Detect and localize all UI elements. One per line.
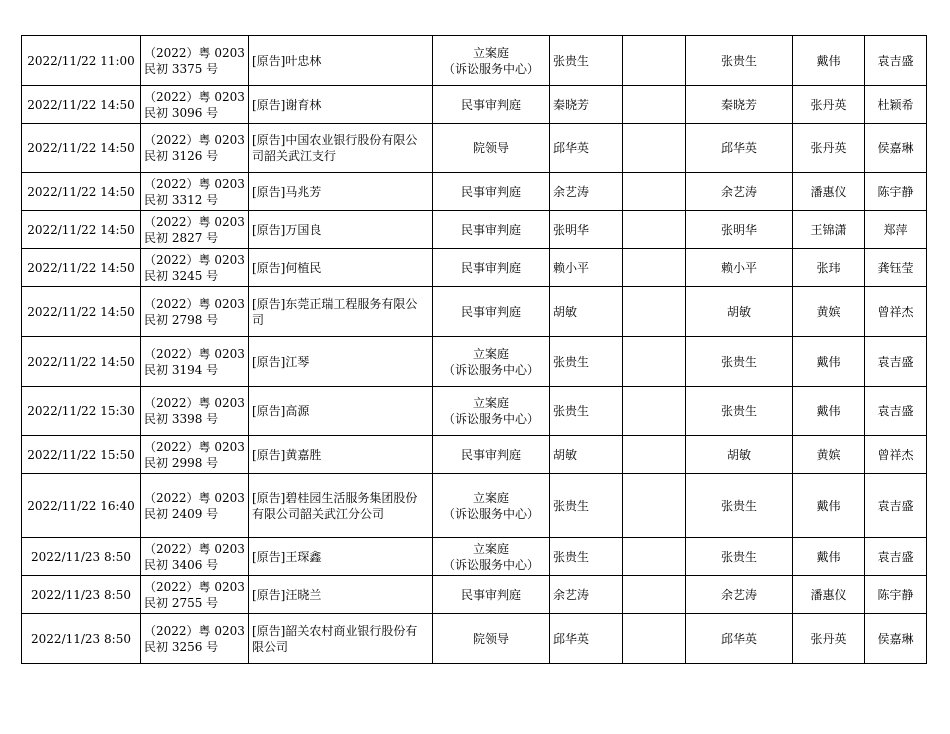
hearing-time: 2022/11/22 14:50	[27, 184, 135, 199]
table-row	[22, 287, 927, 337]
case-number-suffix: 民初 3312 号	[144, 192, 219, 207]
department-name: 立案庭	[472, 346, 509, 361]
party-name: [原告]马兆芳	[252, 184, 322, 199]
party-name: [原告]叶忠林	[252, 53, 322, 68]
clerk-name: 陈宇静	[877, 587, 914, 602]
department-cell	[433, 387, 550, 436]
hearing-time-cell	[22, 249, 141, 287]
hearing-time-cell	[22, 173, 141, 211]
party-cell	[249, 614, 433, 664]
blank-cell	[623, 614, 686, 664]
clerk-cell	[865, 337, 927, 387]
judge-name: 胡敏	[553, 447, 578, 462]
department-subname: （诉讼服务中心）	[442, 506, 539, 521]
party-name: [原告]万国良	[252, 222, 322, 237]
blank-cell	[623, 173, 686, 211]
judge-cell	[550, 173, 623, 211]
blank-cell	[623, 436, 686, 474]
party-cell	[249, 249, 433, 287]
panel-member-cell	[793, 287, 865, 337]
department-name: 民事审判庭	[460, 184, 521, 199]
department-subname: （诉讼服务中心）	[442, 362, 539, 377]
clerk-name: 曾祥杰	[877, 304, 914, 319]
presiding-judge-name: 胡敏	[726, 447, 751, 462]
department-name: 立案庭	[472, 541, 509, 556]
panel-member-cell	[793, 614, 865, 664]
panel-member-cell	[793, 387, 865, 436]
presiding-judge-name: 胡敏	[726, 304, 751, 319]
party-cell	[249, 387, 433, 436]
judge-cell	[550, 576, 623, 614]
judge-name: 张贵生	[553, 549, 590, 564]
presiding-judge-cell	[686, 538, 793, 576]
table-row	[22, 211, 927, 249]
hearing-time: 2022/11/22 14:50	[27, 260, 135, 275]
blank-cell	[623, 387, 686, 436]
judge-cell	[550, 36, 623, 86]
clerk-name: 袁吉盛	[877, 354, 914, 369]
panel-member-name: 王锦潇	[810, 222, 847, 237]
table-row	[22, 249, 927, 287]
hearing-time: 2022/11/22 11:00	[27, 53, 135, 68]
judge-cell	[550, 614, 623, 664]
presiding-judge-name: 赖小平	[720, 260, 757, 275]
panel-member-cell	[793, 249, 865, 287]
party-name: [原告]高源	[252, 404, 310, 418]
department-name: 民事审判庭	[460, 447, 521, 462]
blank-cell	[623, 576, 686, 614]
panel-member-cell	[793, 36, 865, 86]
department-cell	[433, 576, 550, 614]
hearing-time-cell	[22, 337, 141, 387]
clerk-cell	[865, 211, 927, 249]
case-number-prefix: （2022）粤 0203	[144, 214, 245, 229]
party-name: [原告]汪晓兰	[252, 587, 322, 602]
presiding-judge-name: 余艺涛	[720, 587, 757, 602]
blank-cell	[623, 337, 686, 387]
party-cell	[249, 436, 433, 474]
clerk-cell	[865, 436, 927, 474]
clerk-cell	[865, 36, 927, 86]
presiding-judge-name: 余艺涛	[720, 184, 757, 199]
table-row	[22, 124, 927, 173]
department-cell	[433, 124, 550, 173]
judge-cell	[550, 124, 623, 173]
department-cell	[433, 36, 550, 86]
panel-member-cell	[793, 576, 865, 614]
judge-cell	[550, 287, 623, 337]
hearing-time: 2022/11/22 14:50	[27, 141, 135, 155]
department-cell	[433, 474, 550, 538]
table-row	[22, 86, 927, 124]
party-cell	[249, 173, 433, 211]
party-name: [原告]何植民	[252, 260, 322, 275]
department-name: 民事审判庭	[460, 304, 521, 319]
case-number-cell	[141, 576, 249, 614]
case-number-prefix: （2022）粤 0203	[144, 252, 245, 267]
case-number-suffix: 民初 3406 号	[144, 557, 219, 572]
panel-member-cell	[793, 474, 865, 538]
hearing-time-cell	[22, 124, 141, 173]
hearing-time-cell	[22, 387, 141, 436]
case-number-prefix: （2022）粤 0203	[144, 346, 245, 361]
party-cell	[249, 211, 433, 249]
clerk-name: 侯嘉琳	[877, 141, 914, 155]
party-cell	[249, 124, 433, 173]
hearing-time-cell	[22, 36, 141, 86]
table-row	[22, 36, 927, 86]
clerk-name: 龚钰莹	[877, 260, 914, 275]
table-row	[22, 436, 927, 474]
panel-member-name: 戴伟	[816, 53, 841, 68]
clerk-cell	[865, 387, 927, 436]
presiding-judge-cell	[686, 287, 793, 337]
clerk-name: 郑萍	[883, 222, 908, 237]
department-cell	[433, 538, 550, 576]
department-subname: （诉讼服务中心）	[442, 557, 539, 572]
clerk-cell	[865, 614, 927, 664]
presiding-judge-name: 张贵生	[720, 549, 757, 564]
judge-name: 赖小平	[553, 260, 590, 275]
hearing-time-cell	[22, 287, 141, 337]
panel-member-name: 黄嫔	[816, 304, 841, 319]
hearing-time-cell	[22, 614, 141, 664]
presiding-judge-name: 邱华英	[720, 141, 757, 155]
party-cell	[249, 538, 433, 576]
panel-member-cell	[793, 124, 865, 173]
hearing-time: 2022/11/22 14:50	[27, 304, 135, 319]
blank-cell	[623, 124, 686, 173]
party-name: [原告]谢育林	[252, 97, 322, 112]
panel-member-name: 潘惠仪	[810, 184, 847, 199]
case-number-cell	[141, 124, 249, 173]
clerk-cell	[865, 173, 927, 211]
case-number-prefix: （2022）粤 0203	[144, 45, 245, 60]
case-number-prefix: （2022）粤 0203	[144, 133, 245, 147]
party-name: [原告]中国农业银行股份有限公司韶关武江支行	[252, 133, 418, 163]
party-name: [原告]东莞正瑞工程服务有限公司	[252, 296, 418, 327]
clerk-name: 袁吉盛	[877, 404, 914, 418]
judge-name: 余艺涛	[553, 184, 590, 199]
panel-member-name: 黄嫔	[816, 447, 841, 462]
panel-member-cell	[793, 86, 865, 124]
blank-cell	[623, 249, 686, 287]
judge-name: 张贵生	[553, 354, 590, 369]
party-cell	[249, 576, 433, 614]
case-number-cell	[141, 474, 249, 538]
panel-member-name: 张丹英	[810, 97, 847, 112]
judge-name: 秦晓芳	[553, 97, 590, 112]
presiding-judge-cell	[686, 86, 793, 124]
case-number-cell	[141, 86, 249, 124]
case-number-suffix: 民初 3375 号	[144, 61, 219, 76]
presiding-judge-cell	[686, 436, 793, 474]
case-number-cell	[141, 287, 249, 337]
blank-cell	[623, 538, 686, 576]
department-cell	[433, 173, 550, 211]
clerk-cell	[865, 287, 927, 337]
judge-cell	[550, 474, 623, 538]
judge-name: 张明华	[553, 222, 590, 237]
judge-name: 邱华英	[553, 141, 590, 155]
blank-cell	[623, 86, 686, 124]
panel-member-name: 张玮	[816, 260, 841, 275]
case-number-cell	[141, 173, 249, 211]
case-number-cell	[141, 36, 249, 86]
case-number-cell	[141, 249, 249, 287]
hearing-time: 2022/11/22 14:50	[27, 354, 135, 369]
clerk-name: 曾祥杰	[877, 447, 914, 462]
case-number-cell	[141, 436, 249, 474]
case-number-suffix: 民初 2827 号	[144, 230, 219, 245]
judge-name: 张贵生	[553, 53, 590, 68]
table-row	[22, 474, 927, 538]
presiding-judge-cell	[686, 36, 793, 86]
department-cell	[433, 249, 550, 287]
hearing-time-cell	[22, 436, 141, 474]
hearing-time-cell	[22, 86, 141, 124]
presiding-judge-cell	[686, 173, 793, 211]
party-cell	[249, 287, 433, 337]
panel-member-name: 戴伟	[816, 549, 841, 564]
table-row	[22, 614, 927, 664]
presiding-judge-name: 张贵生	[720, 404, 757, 418]
panel-member-name: 张丹英	[810, 141, 847, 155]
department-cell	[433, 614, 550, 664]
presiding-judge-name: 张贵生	[720, 498, 757, 513]
clerk-cell	[865, 474, 927, 538]
presiding-judge-cell	[686, 576, 793, 614]
hearing-time-cell	[22, 474, 141, 538]
case-number-cell	[141, 211, 249, 249]
panel-member-cell	[793, 173, 865, 211]
case-number-suffix: 民初 3398 号	[144, 412, 219, 426]
department-name: 立案庭	[472, 45, 509, 60]
hearing-time-cell	[22, 538, 141, 576]
presiding-judge-name: 张贵生	[720, 53, 757, 68]
department-cell	[433, 211, 550, 249]
clerk-cell	[865, 86, 927, 124]
table-row	[22, 387, 927, 436]
panel-member-name: 戴伟	[816, 498, 841, 513]
case-number-suffix: 民初 3256 号	[144, 639, 219, 654]
hearing-time: 2022/11/23 8:50	[31, 631, 131, 646]
party-name: [原告]黄嘉胜	[252, 447, 322, 462]
case-number-prefix: （2022）粤 0203	[144, 490, 245, 505]
presiding-judge-cell	[686, 614, 793, 664]
case-number-suffix: 民初 3194 号	[144, 362, 219, 377]
case-number-suffix: 民初 3126 号	[144, 149, 219, 163]
department-name: 民事审判庭	[460, 587, 521, 602]
presiding-judge-cell	[686, 337, 793, 387]
case-number-prefix: （2022）粤 0203	[144, 296, 245, 311]
case-number-suffix: 民初 2409 号	[144, 506, 219, 521]
department-name: 民事审判庭	[460, 260, 521, 275]
judge-name: 张贵生	[553, 498, 590, 513]
panel-member-name: 戴伟	[816, 354, 841, 369]
party-cell	[249, 474, 433, 538]
panel-member-name: 张丹英	[810, 631, 847, 646]
hearing-time: 2022/11/22 15:50	[27, 447, 135, 462]
clerk-cell	[865, 576, 927, 614]
judge-name: 张贵生	[553, 404, 590, 418]
clerk-name: 陈宇静	[877, 184, 914, 199]
clerk-name: 袁吉盛	[877, 498, 914, 513]
hearing-time: 2022/11/23 8:50	[31, 587, 131, 602]
case-number-prefix: （2022）粤 0203	[144, 579, 245, 594]
party-name: [原告]碧桂园生活服务集团股份有限公司韶关武江分公司	[252, 490, 418, 521]
case-number-cell	[141, 387, 249, 436]
department-name: 院领导	[472, 631, 509, 646]
blank-cell	[623, 287, 686, 337]
judge-cell	[550, 538, 623, 576]
judge-cell	[550, 337, 623, 387]
presiding-judge-cell	[686, 387, 793, 436]
party-cell	[249, 36, 433, 86]
hearing-time-cell	[22, 211, 141, 249]
case-number-suffix: 民初 3245 号	[144, 268, 219, 283]
case-number-prefix: （2022）粤 0203	[144, 623, 245, 638]
party-cell	[249, 337, 433, 387]
panel-member-cell	[793, 538, 865, 576]
presiding-judge-name: 邱华英	[720, 631, 757, 646]
case-number-cell	[141, 538, 249, 576]
judge-cell	[550, 249, 623, 287]
department-cell	[433, 436, 550, 474]
case-number-suffix: 民初 3096 号	[144, 105, 219, 120]
department-subname: （诉讼服务中心）	[442, 61, 539, 76]
presiding-judge-name: 张明华	[720, 222, 757, 237]
department-name: 民事审判庭	[460, 97, 521, 112]
blank-cell	[623, 474, 686, 538]
judge-name: 胡敏	[553, 304, 578, 319]
party-name: [原告]王琛鑫	[252, 549, 322, 564]
case-number-prefix: （2022）粤 0203	[144, 89, 245, 104]
panel-member-cell	[793, 436, 865, 474]
case-number-suffix: 民初 2755 号	[144, 595, 219, 610]
party-cell	[249, 86, 433, 124]
clerk-cell	[865, 124, 927, 173]
presiding-judge-cell	[686, 211, 793, 249]
case-number-prefix: （2022）粤 0203	[144, 176, 245, 191]
panel-member-name: 潘惠仪	[810, 587, 847, 602]
clerk-name: 侯嘉琳	[877, 631, 914, 646]
judge-name: 余艺涛	[553, 587, 590, 602]
panel-member-name: 戴伟	[816, 404, 841, 418]
department-name: 立案庭	[472, 396, 509, 410]
blank-cell	[623, 36, 686, 86]
judge-cell	[550, 86, 623, 124]
presiding-judge-name: 秦晓芳	[720, 97, 757, 112]
hearing-time: 2022/11/22 16:40	[27, 498, 135, 513]
hearing-time-cell	[22, 576, 141, 614]
hearing-time: 2022/11/23 8:50	[31, 549, 131, 564]
department-cell	[433, 337, 550, 387]
panel-member-cell	[793, 337, 865, 387]
judge-cell	[550, 211, 623, 249]
judge-cell	[550, 387, 623, 436]
case-number-cell	[141, 614, 249, 664]
clerk-cell	[865, 249, 927, 287]
judge-cell	[550, 436, 623, 474]
judge-name: 邱华英	[553, 631, 590, 646]
party-name: [原告]韶关农村商业银行股份有限公司	[252, 623, 418, 654]
case-number-suffix: 民初 2998 号	[144, 455, 219, 470]
clerk-name: 袁吉盛	[877, 53, 914, 68]
presiding-judge-cell	[686, 249, 793, 287]
case-number-suffix: 民初 2798 号	[144, 312, 219, 327]
table-row	[22, 173, 927, 211]
clerk-cell	[865, 538, 927, 576]
hearing-time: 2022/11/22 15:30	[27, 404, 135, 418]
table-row	[22, 576, 927, 614]
clerk-name: 袁吉盛	[877, 549, 914, 564]
clerk-name: 杜颖希	[877, 97, 914, 112]
case-number-prefix: （2022）粤 0203	[144, 541, 245, 556]
department-subname: （诉讼服务中心）	[442, 412, 539, 426]
presiding-judge-name: 张贵生	[720, 354, 757, 369]
department-cell	[433, 86, 550, 124]
hearing-time: 2022/11/22 14:50	[27, 97, 135, 112]
table-row	[22, 337, 927, 387]
department-name: 立案庭	[472, 490, 509, 505]
party-name: [原告]江琴	[252, 354, 310, 369]
department-name: 院领导	[472, 141, 509, 155]
panel-member-cell	[793, 211, 865, 249]
department-cell	[433, 287, 550, 337]
presiding-judge-cell	[686, 124, 793, 173]
blank-cell	[623, 211, 686, 249]
hearing-time: 2022/11/22 14:50	[27, 222, 135, 237]
hearing-schedule-table	[21, 35, 927, 664]
case-number-cell	[141, 337, 249, 387]
department-name: 民事审判庭	[460, 222, 521, 237]
case-number-prefix: （2022）粤 0203	[144, 439, 245, 454]
case-number-prefix: （2022）粤 0203	[144, 396, 245, 410]
presiding-judge-cell	[686, 474, 793, 538]
table-row	[22, 538, 927, 576]
